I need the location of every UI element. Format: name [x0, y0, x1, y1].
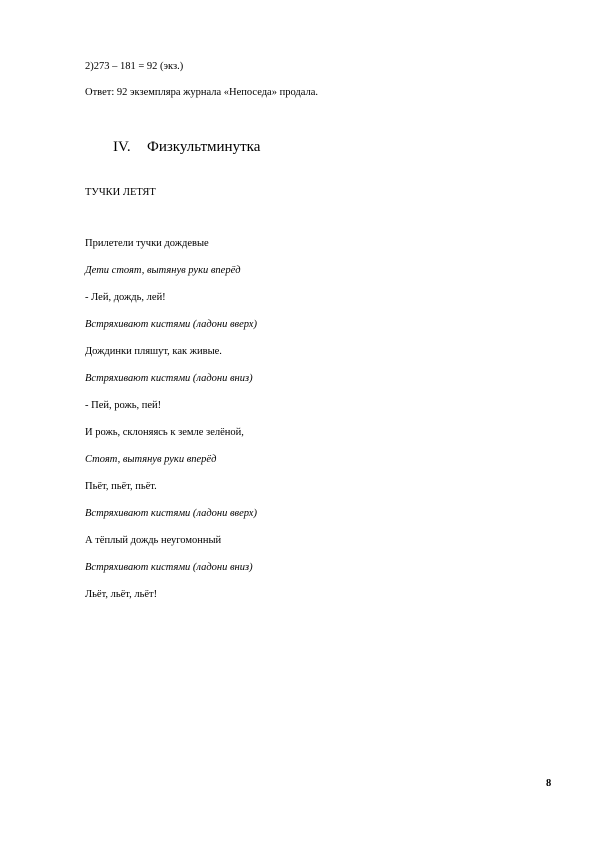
poem-instruction: Дети стоят, вытянув руки вперёд: [85, 265, 241, 276]
poem-instruction: Встряхивают кистями (ладони вниз): [85, 562, 253, 573]
poem-line: Прилетели тучки дождевые: [85, 238, 209, 249]
poem-instruction: Встряхивают кистями (ладони вверх): [85, 319, 257, 330]
poem-line: - Пей, рожь, пей!: [85, 400, 162, 411]
poem-line: Пьёт, пьёт, пьёт.: [85, 481, 157, 492]
poem-instruction: Стоят, вытянув руки вперёд: [85, 454, 217, 465]
poem-instruction: Встряхивают кистями (ладони вниз): [85, 373, 253, 384]
poem-line: А тёплый дождь неугомонный: [85, 535, 222, 546]
poem-instruction: Встряхивают кистями (ладони вверх): [85, 508, 257, 519]
section-title: Физкультминутка: [147, 139, 261, 155]
poem-line: Льёт, льёт, льёт!: [85, 589, 158, 600]
poem-line: Дождинки пляшут, как живые.: [85, 346, 222, 357]
poem-title: ТУЧКИ ЛЕТЯТ: [85, 187, 156, 198]
answer-calc-line: 2)273 – 181 = 92 (экз.): [85, 61, 184, 72]
page-number: 8: [546, 778, 552, 789]
section-number: IV.: [113, 139, 131, 155]
section-heading: [113, 138, 260, 156]
answer-line: Ответ: 92 экземпляра журнала «Непоседа» продала.: [85, 87, 319, 98]
poem-line: - Лей, дождь, лей!: [85, 292, 166, 303]
poem-line: И рожь, склоняясь к земле зелёной,: [85, 427, 244, 438]
